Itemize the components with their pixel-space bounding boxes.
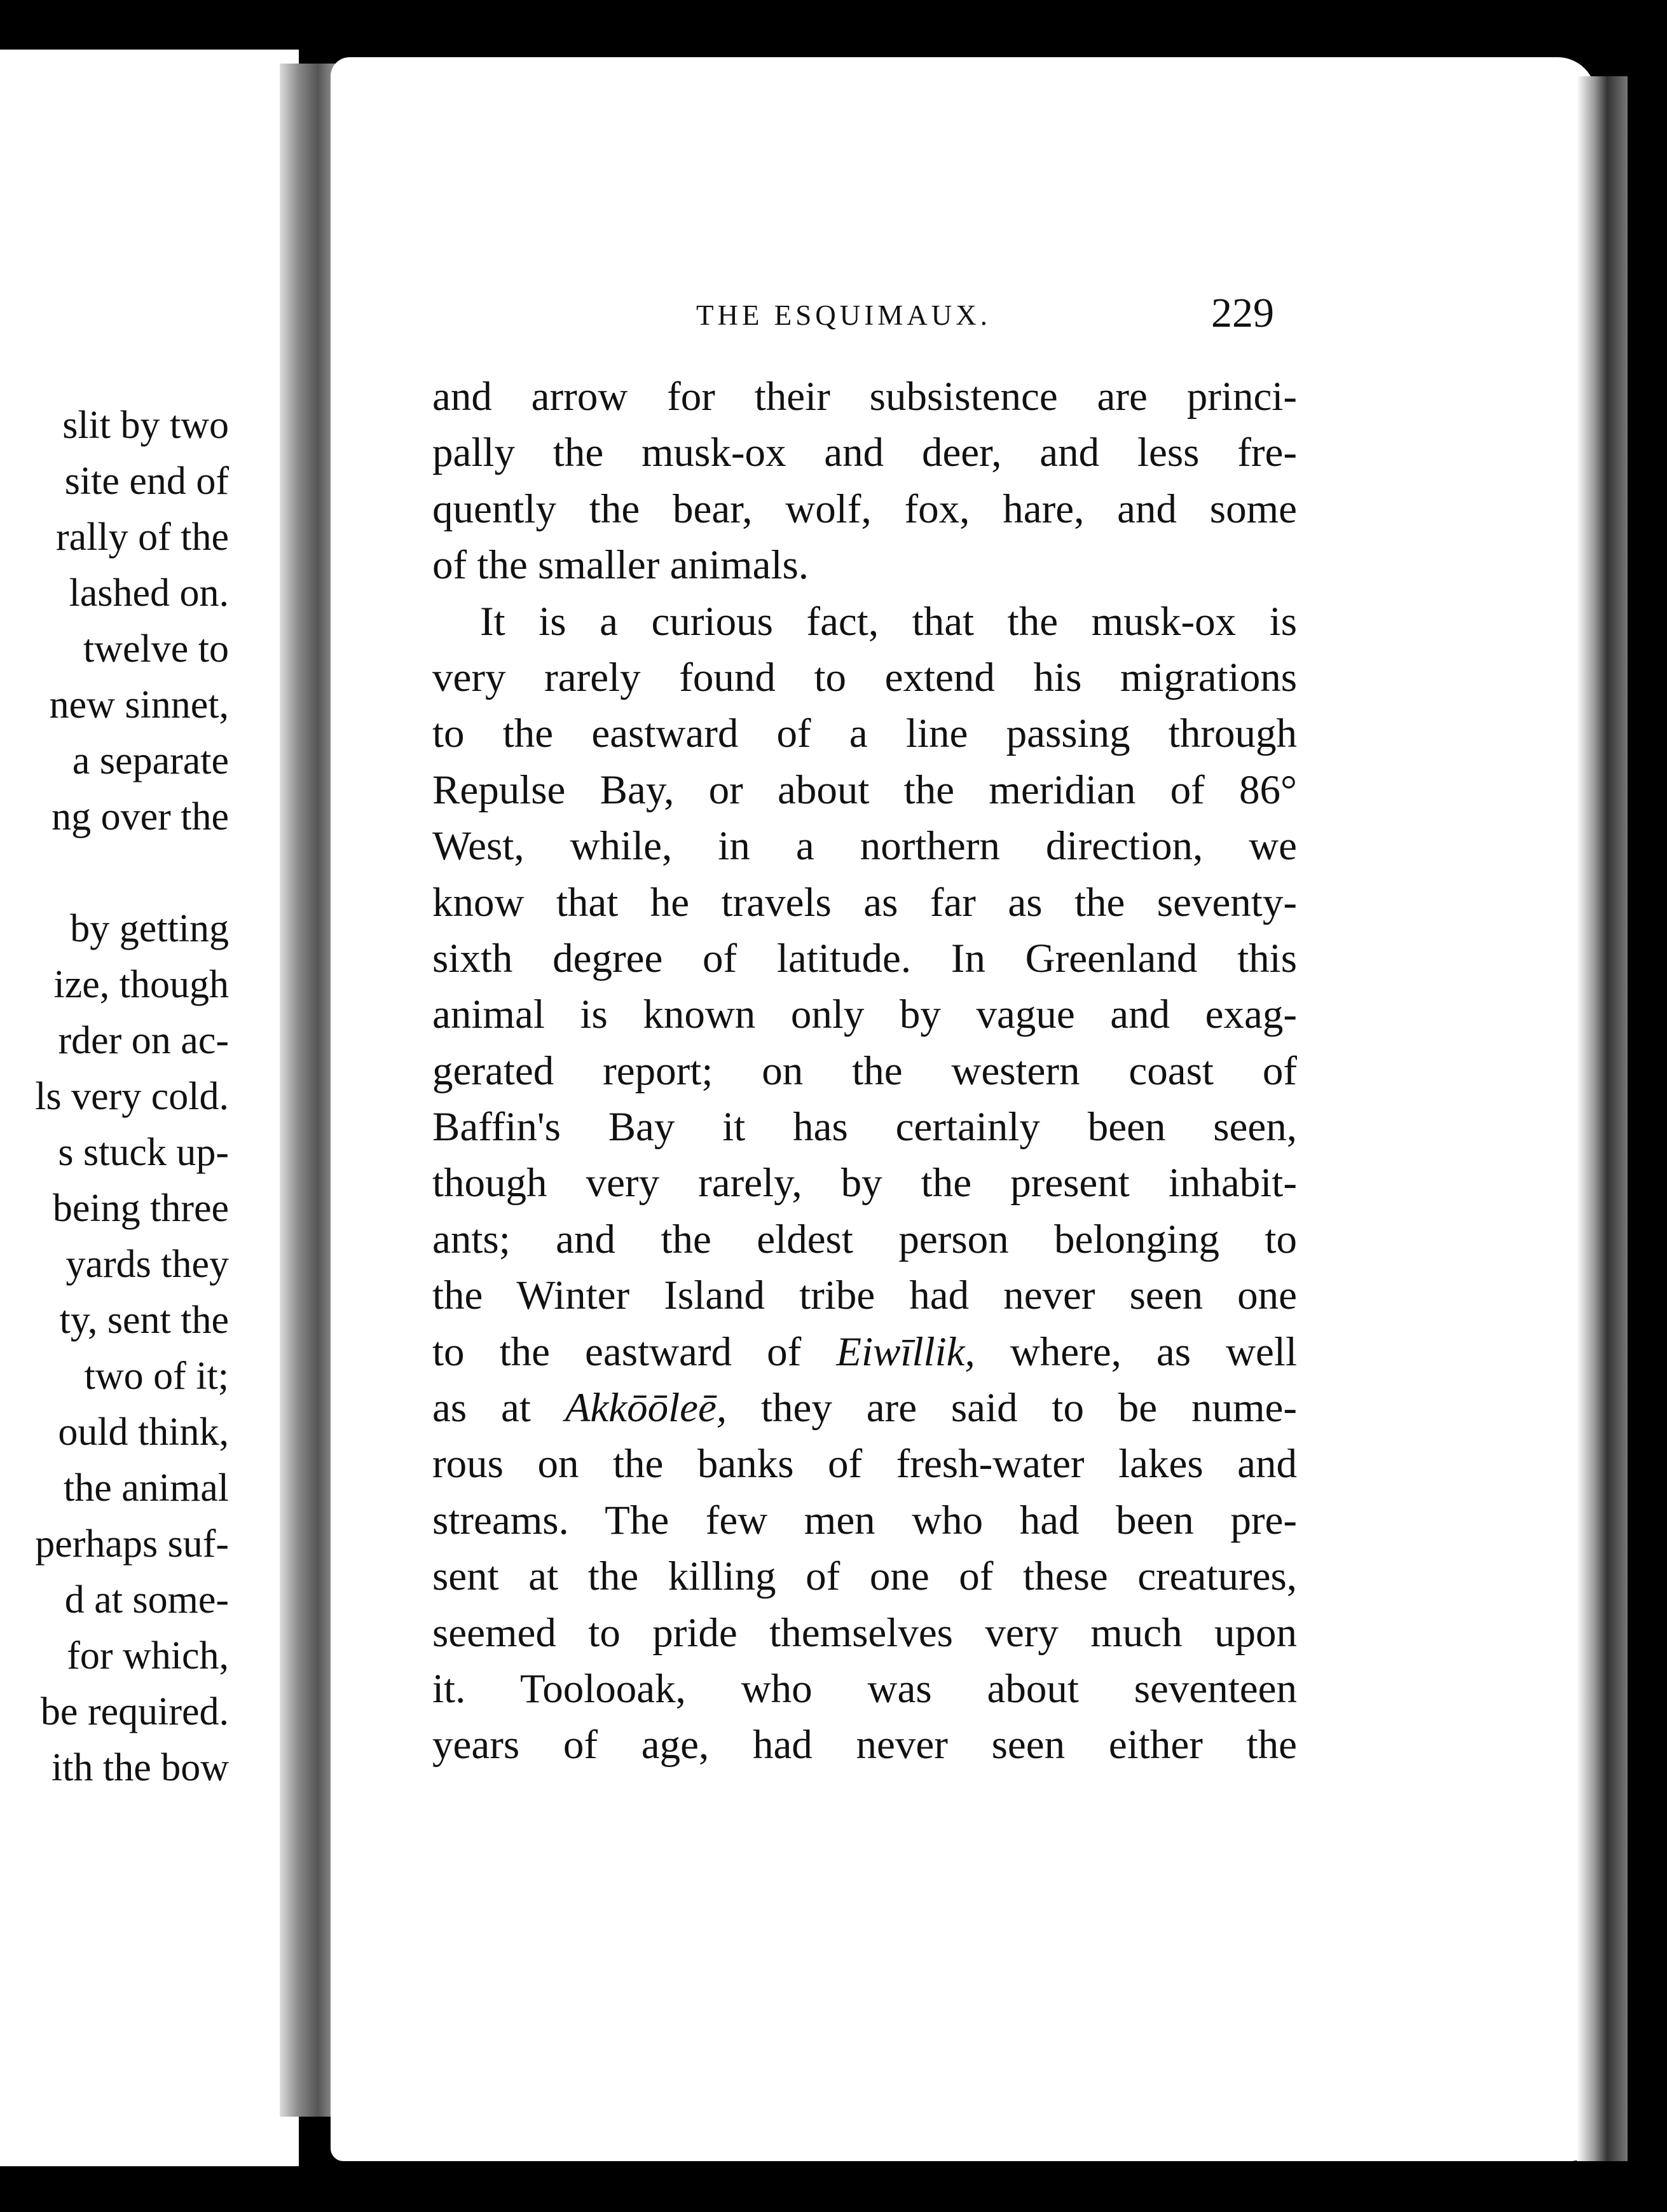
left-line: ize, though (53, 963, 229, 1006)
left-line: twelve to (83, 627, 229, 671)
text-line: seemed to pride themselves very much upon (432, 1609, 1297, 1656)
running-head: THE ESQUIMAUX. (696, 299, 991, 331)
left-line: a separate (72, 739, 229, 782)
text-line: know that he travels as far as the seventy- (432, 879, 1297, 925)
italic-place-name: Akkōōleē, (565, 1385, 727, 1431)
text-line: years of age, had never seen either the (432, 1722, 1297, 1768)
text-segment: as at (432, 1385, 531, 1431)
text-line: and arrow for their subsistence are princi- (432, 374, 1297, 420)
left-line: site end of (64, 460, 229, 503)
text-line: sixth degree of latitude. In Greenland this (432, 935, 1297, 981)
text-line: of the smaller animals. (432, 542, 809, 589)
left-line: being three (52, 1187, 229, 1230)
text-line: ants; and the eldest person belonging to (432, 1216, 1297, 1262)
left-line: the animal (64, 1466, 229, 1510)
text-segment: where, as well (1010, 1328, 1297, 1375)
left-line: ty, sent the (59, 1299, 229, 1342)
text-line: streams. The few men who had been pre- (432, 1497, 1297, 1543)
text-line: gerated report; on the western coast of (432, 1048, 1297, 1094)
text-line: Repulse Bay, or about the meridian of 86° (432, 767, 1297, 813)
text-line: It is a curious fact, that the musk-ox is (480, 598, 1297, 645)
left-line: ls very cold. (35, 1075, 229, 1118)
left-line: d at some- (64, 1578, 229, 1621)
text-line: to the eastward of a line passing through (432, 711, 1297, 757)
text-line: though very rarely, by the present inhabit- (432, 1160, 1297, 1206)
left-line: s stuck up- (58, 1131, 229, 1174)
left-line: new sinnet, (49, 683, 229, 727)
left-line: yards they (65, 1243, 229, 1286)
text-line: the Winter Island tribe had never seen one (432, 1273, 1297, 1319)
text-line: it. Toolooak, who was about seventeen (432, 1665, 1297, 1712)
page-edge (1577, 76, 1628, 2161)
left-line: be required. (40, 1690, 229, 1733)
left-line: two of it; (84, 1355, 229, 1398)
text-line: West, while, in a northern direction, we (432, 823, 1297, 870)
text-line: Baffin's Bay it has certainly been seen, (432, 1104, 1297, 1150)
left-line: lashed on. (69, 571, 229, 615)
left-page (0, 50, 299, 2166)
left-line: for which, (67, 1634, 229, 1677)
text-segment: to the eastward of (432, 1328, 802, 1375)
text-segment: they are said to be nume- (760, 1385, 1298, 1431)
text-line: pally the musk-ox and deer, and less fre- (432, 430, 1297, 476)
page-number: 229 (1211, 290, 1274, 336)
text-line (432, 1324, 1297, 1380)
text-line: rous on the banks of fresh-water lakes and (432, 1441, 1297, 1487)
text-line: quently the bear, wolf, fox, hare, and some (432, 486, 1297, 532)
left-line: rally of the (55, 515, 229, 559)
left-line: rder on ac- (58, 1019, 229, 1062)
left-line: slit by two (62, 404, 229, 447)
text-line: sent at the killing of one of these creatures, (432, 1553, 1297, 1600)
left-line: by getting (70, 907, 229, 950)
text-line (432, 1380, 1297, 1436)
body-text (432, 369, 1297, 1773)
text-line: very rarely found to extend his migrations (432, 654, 1297, 700)
left-line: ng over the (51, 795, 229, 838)
left-line: perhaps suf- (35, 1522, 229, 1566)
left-line: ith the bow (51, 1746, 229, 1789)
italic-place-name: Eiwīllik, (836, 1328, 975, 1375)
text-line: animal is known only by vague and exag- (432, 992, 1297, 1038)
left-line: ould think, (58, 1410, 229, 1454)
